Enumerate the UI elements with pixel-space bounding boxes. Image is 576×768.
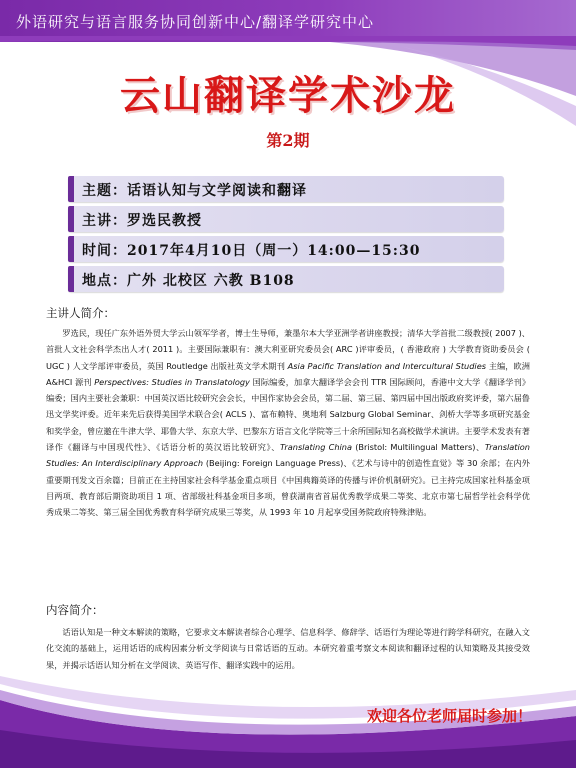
book-title-1: Translating China (280, 442, 352, 453)
speaker-text: 主讲：罗选民教授 (82, 213, 202, 229)
topic-text: 主题：话语认知与文学阅读和翻译 (82, 183, 307, 199)
welcome-text: 欢迎各位老师届时参加！ (366, 707, 532, 725)
venue-text: 地点：广外 北校区 六教 B108 (82, 273, 295, 289)
content-heading: 内容简介： (46, 603, 104, 617)
time-bar (68, 236, 504, 262)
journal-title-2: Perspectives: Studies in Translatology (94, 376, 250, 387)
bio-text-5: (Beijing: Foreign Language Press)、《艺术与诗中的创造性直觉》等 30 余部；在内外重要期刊发文百余篇；目前正在主持国家社会科学基金重点项目《中国典籍英译的传播与评价机制研究》。已主持完成国家社科基金项目两项、教育部后期资助项目 1 项、省部级社科基金项目多项，曾获湖南省首届优秀教学成果二等奖、北京市第七届哲学社会科学优秀成果二等奖、第三届全国优秀教育科学研究成果三等奖，从 1993 年 10 月起享受国务院政府特殊津贴。 (46, 458, 530, 518)
journal-title-1: Asia Pacific Translation and Intercultural Studies (287, 360, 486, 371)
org-name: 外语研究与语言服务协同创新中心/翻译学研究中心 (16, 13, 375, 31)
bar-marker (68, 236, 74, 262)
bar-marker (68, 266, 74, 292)
bio-text-1: 罗选民，现任广东外语外贸大学云山领军学者，博士生导师，兼墨尔本大学亚洲学者讲座教授；清华大学首批二级教授( 2007 )、首批人文社会科学杰出人才( 2011 )。主要国际兼职有：澳大利亚研究委员会( ARC )评审委员，( 香港政府 ) 大学教育资助委员会 ( UGC ) 人文学部评审委员，英国 Routledge 出版社英文学术期刊 (46, 328, 530, 371)
venue-bar (68, 266, 504, 292)
salon-title: 云山翻译学术沙龙 (120, 72, 456, 119)
issue-number: 第2期 (266, 131, 310, 150)
topic-bar (68, 176, 504, 202)
bar-marker (68, 176, 74, 202)
content-paragraph: 话语认知是一种文本解读的策略，它要求文本解读者综合心理学、信息科学、修辞学、话语行为理论等进行跨学科研究，在融入文化交流的基础上，运用话语的成构因素分析文学阅读与日常话语的互动。本研究着重考察文本阅读和翻译过程的认知策略及其接受效果，并揭示话语认知分析在文学阅读、英语写作、翻译实践中的运用。 (46, 627, 530, 670)
book-title-2: Translation Studies: An Interdisciplinary Approach (46, 442, 530, 469)
bio-text-3: 国际编委，加拿大翻译学会会刊 TTR 国际顾问，香港中文大学《翻译学刊》编委；国内主要社会兼职：中国英汉语比较研究会会长，中国作家协会会员，第二届、第三届、第四届中国出版政府奖评委，第六届鲁迅文学奖评委。近年来先后获得美国学术联合会( ACLS )、富布赖特、奥地利 Salzburg Global Seminar、剑桥大学等多项研究基金和奖学金，曾应邀在牛津大学、耶鲁大学、东京大学、巴黎东方语言文化学院等三十余所国际知名高校做学术演讲。主要学术发表有著译作《翻译与中国现代性》、《话语分析的英汉语比较研究》、 (46, 376, 531, 453)
bar-marker (68, 206, 74, 232)
time-text: 时间：2017年4月10日（周一）14:00—15:30 (82, 243, 421, 259)
bio-text-2: 主编，欧洲 A&HCI 源刊 (46, 360, 530, 387)
speaker-bar (68, 206, 504, 232)
bio-heading: 主讲人简介： (46, 306, 115, 320)
bio-paragraph (46, 325, 530, 521)
bio-text-4: (Bristol: Multilingual Matters)、 (352, 442, 485, 453)
